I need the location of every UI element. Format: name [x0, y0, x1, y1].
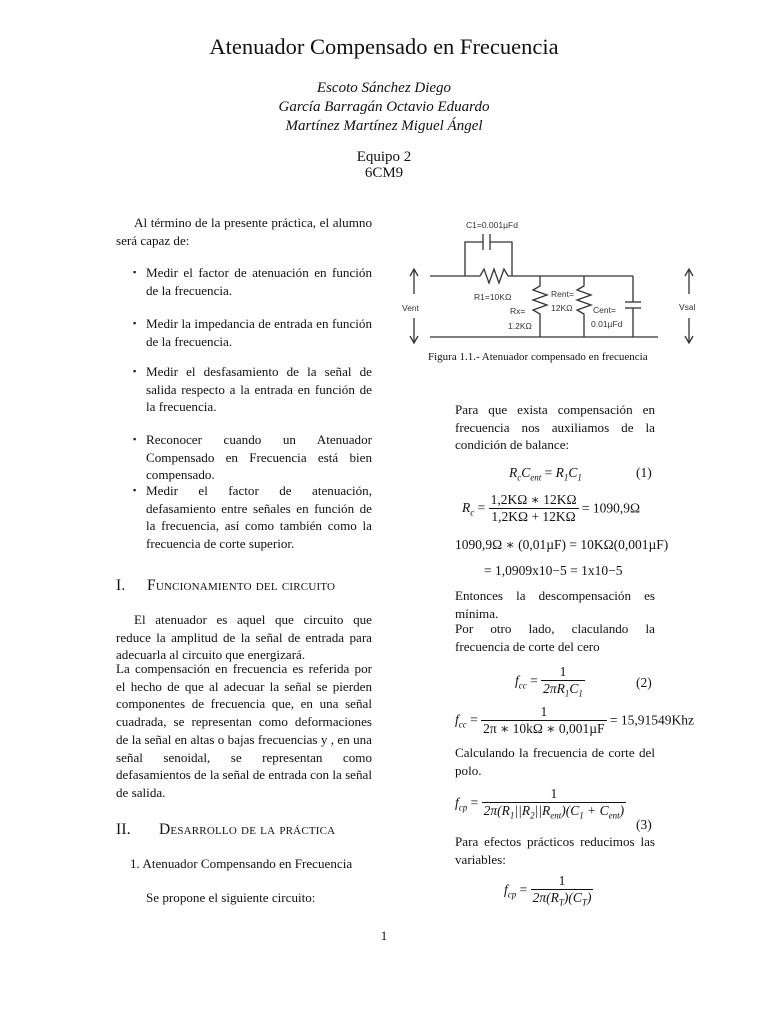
- equation-1: $R_cC_{ent} = R_1C_1$: [509, 465, 582, 483]
- label-cent: Cent=: [593, 305, 616, 315]
- objective-item-1: ▪ Medir el factor de atenuación en función de la frecuencia.: [146, 264, 372, 299]
- fcc-calc-denominator: 2π ∗ 10kΩ ∗ 0,001µF: [483, 721, 605, 736]
- section-1-paragraph-2: La compensación en frecuencia es referida por el hecho de que al adecuar la señal se pierden componentes de frecuencia que, en una señal cuadrada, se representan como deformaciones de la señal en altas o bajas frecuencias y , en una señal senoidal, se representan como defasamientos de la señal de entrada con la señal de salida.: [116, 661, 372, 800]
- min-paragraph: Entonces la descompensación es mínima.: [455, 588, 655, 621]
- label-r1: R1=10KΩ: [474, 292, 512, 302]
- intro-paragraph: Al término de la presente práctica, el alumno será capaz de:: [116, 215, 372, 248]
- section-1-title: Funcionamiento del circuito: [147, 577, 336, 594]
- equation-2: $f_{cc}$ = $\frac{1}{2\pi R_1C_1}$: [515, 664, 583, 699]
- label-vsal: Vsal: [679, 302, 696, 312]
- circuit-proposal: Se propone el siguiente circuito:: [146, 890, 316, 905]
- label-rx: Rx=: [510, 306, 526, 316]
- section-2-heading: [116, 821, 335, 839]
- equation-3: $f_{cp}$ = $\frac{1}{2\pi(R_1||R_2||R_{ent})(C_1 + C_{ent})}$: [455, 786, 625, 821]
- numbered-item-1: 1. Atenuador Compensando en Frecuencia: [130, 856, 353, 871]
- rc-numerator: 1,2KΩ ∗ 12KΩ: [490, 492, 577, 507]
- fcc-result: = 15,91549Khz: [609, 712, 694, 728]
- pole-paragraph: Calculando la frecuencia de corte del polo.: [455, 745, 655, 778]
- equation-2-number: (2): [636, 675, 652, 690]
- r1-resistor: [480, 269, 508, 283]
- rc-equation: $R_c$ = $\frac{1,2K\Omega ∗ 12K\Omega}{1,2K\Omega + 12K\Omega}$ = 1090,9Ω: [462, 492, 641, 524]
- section-2-number: II.: [116, 821, 131, 838]
- section-1-heading: [116, 577, 335, 595]
- objective-item-3: ▪ Medir el desfasamiento de la señal de salida respecto a la entrada en función de la frecuencia.: [146, 363, 372, 416]
- reduce-paragraph: Para efectos prácticos reducimos las variables:: [455, 834, 655, 867]
- figure-caption: Figura 1.1.- Atenuador compensado en frecuencia: [428, 351, 648, 363]
- objective-item-5: ▪ Medir el factor de atenuación, defasamiento entre señales en función de la frecuencia, así como también como la frecuencia de corte superior.: [146, 482, 372, 553]
- author-1: Escoto Sánchez Diego: [316, 80, 452, 96]
- calc-line-1: 1090,9Ω ∗ (0,01µF) = 10KΩ(0,001µF): [455, 537, 669, 552]
- balance-paragraph: Para que exista compensación en frecuencia nos auxiliamos de la condición de balance:: [455, 402, 655, 453]
- circuit-diagram: [400, 214, 710, 344]
- rc-denominator: 1,2KΩ + 12KΩ: [489, 508, 579, 525]
- label-rx-value: 1.2KΩ: [508, 321, 532, 331]
- equation-1-number: (1): [636, 465, 652, 480]
- equation-reduced: $f_{cp}$ = $\frac{1}{2\pi(R_T)(C_T)}$: [504, 873, 592, 908]
- section-1-number: I.: [116, 577, 126, 594]
- label-cent-value: 0.01µFd: [591, 319, 623, 329]
- label-rent: Rent=: [551, 289, 574, 299]
- team-label: Equipo 2: [356, 149, 412, 165]
- label-c1: C1=0.001µFd: [466, 220, 518, 230]
- rc-result: = 1090,9Ω: [581, 500, 641, 516]
- label-vent: Vent: [402, 303, 420, 313]
- fcc-calc: $f_{cc}$ = $\frac{1}{\text{2π ∗ 10kΩ ∗ 0,001µF}}$ = 15,91549Khz: [455, 704, 694, 736]
- label-rent-value: 12KΩ: [551, 303, 573, 313]
- section-1-paragraph-1: El atenuador es aquel que circuito que reduce la amplitud de la señal de entrada para adecuarla al circuito que energizará.: [116, 612, 372, 663]
- objective-item-4: ▪ Reconocer cuando un Atenuador Compensado en Frecuencia está bien compensado.: [146, 431, 372, 484]
- section-2-title: Desarrollo de la práctica: [159, 821, 336, 838]
- zero-paragraph: Por otro lado, claculando la frecuencia de corte del cero: [455, 621, 655, 654]
- equation-3-number: (3): [636, 817, 652, 832]
- author-2: García Barragán Octavio Eduardo: [278, 99, 490, 115]
- page-number: 1: [380, 928, 388, 943]
- group-label: 6CM9: [364, 165, 404, 181]
- objective-item-2: ▪ Medir la impedancia de entrada en función de la frecuencia.: [146, 315, 372, 350]
- author-3: Martínez Martínez Miguel Ángel: [285, 118, 483, 134]
- calc-line-2: = 1,0909x10−5 = 1x10−5: [484, 563, 623, 578]
- paper-title: Atenuador Compensado en Frecuencia: [209, 34, 559, 59]
